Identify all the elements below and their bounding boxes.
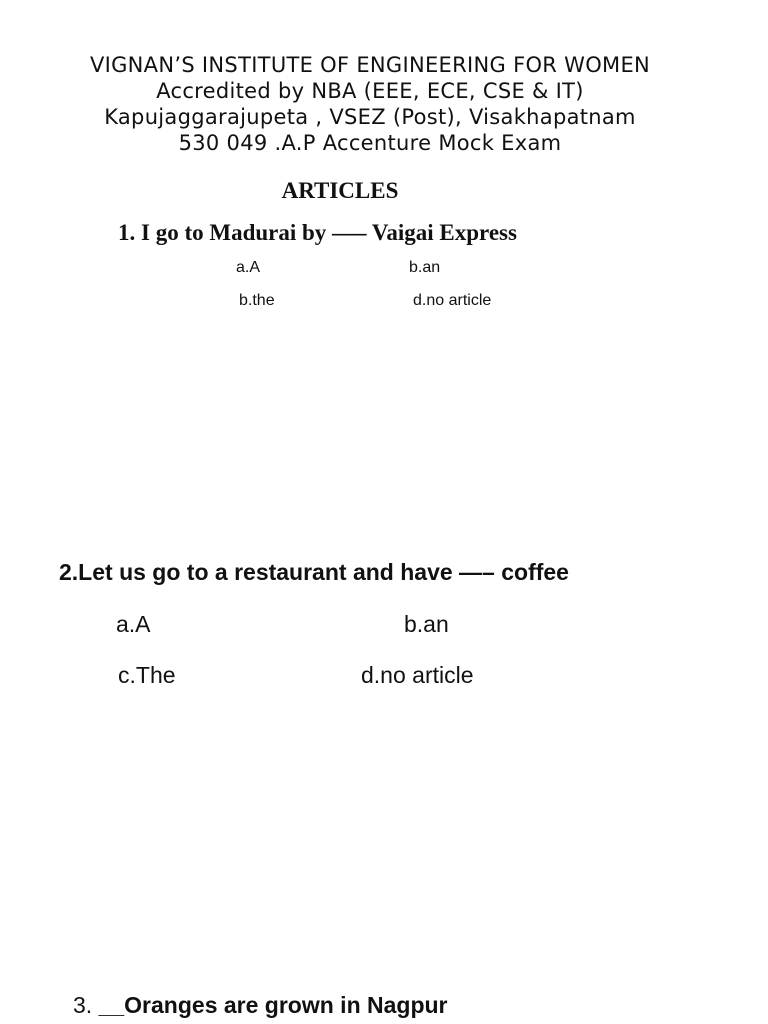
accreditation-line: Accredited by NBA (EEE, ECE, CSE & IT) <box>156 79 584 103</box>
question-3 <box>73 992 448 1019</box>
address-line: Kapujaggarajupeta , VSEZ (Post), Visakhapatnam <box>104 105 636 129</box>
question-1-option-a: a.A <box>236 259 261 276</box>
question-2-option-b: b.an <box>404 611 449 637</box>
question-3-number: 3. <box>73 992 93 1018</box>
question-2-option-a: a.A <box>116 611 151 637</box>
question-2-option-d: d.no article <box>361 662 474 688</box>
question-2-option-c: c.The <box>118 662 176 688</box>
section-title: ARTICLES <box>281 178 399 203</box>
question-1-text: 1. I go to Madurai by —– Vaigai Express <box>118 220 517 245</box>
question-1-option-d: d.no article <box>413 292 492 309</box>
institute-header <box>0 52 740 156</box>
question-3-text: Oranges are grown in Nagpur <box>124 992 448 1018</box>
exam-title-line: 530 049 .A.P Accenture Mock Exam <box>178 131 562 155</box>
question-3-blank: __ <box>98 992 125 1018</box>
question-1-option-c: b.the <box>239 292 275 309</box>
institute-name: VIGNAN’S INSTITUTE OF ENGINEERING FOR WOMEN <box>89 53 651 77</box>
question-2-text: 2.Let us go to a restaurant and have —– coffee <box>59 559 569 585</box>
question-1-option-b: b.an <box>409 259 441 276</box>
